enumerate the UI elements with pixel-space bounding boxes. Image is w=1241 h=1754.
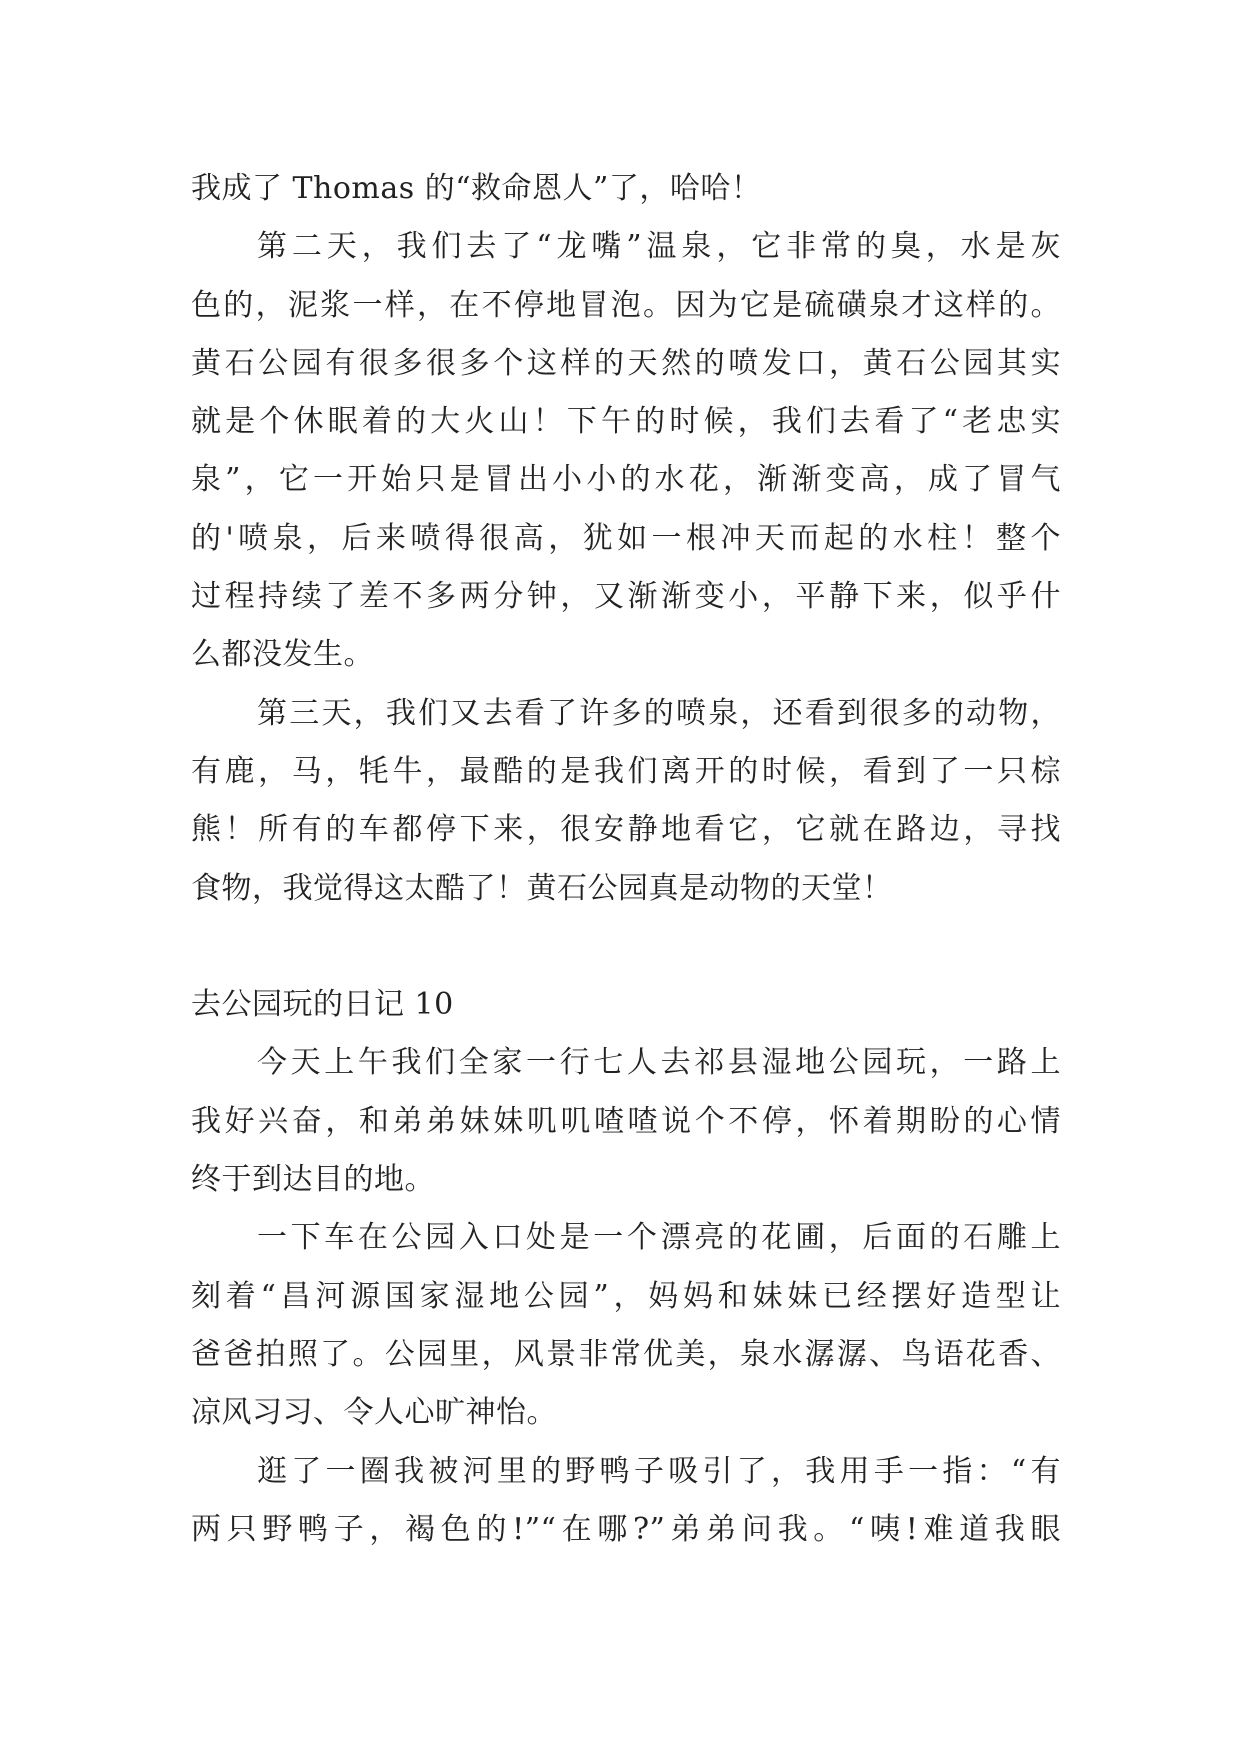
text-line: 熊！所有的车都停下来，很安静地看它，它就在路边，寻找 bbox=[191, 812, 1061, 848]
text-line: 么都没发生。 bbox=[191, 637, 374, 673]
text-line: 我好兴奋，和弟弟妹妹叽叽喳喳说个不停，怀着期盼的心情 bbox=[191, 1103, 1061, 1139]
text-line: 我成了 Thomas 的“救命恩人”了，哈哈！ bbox=[191, 171, 762, 206]
document-body bbox=[191, 160, 1061, 1559]
text-line: 泉”，它一开始只是冒出小小的水花，渐渐变高，成了冒气 bbox=[191, 462, 1061, 498]
text-line: 刻着“昌河源国家湿地公园”，妈妈和妹妹已经摆好造型让 bbox=[191, 1278, 1061, 1314]
paragraph-gap bbox=[191, 918, 1061, 976]
text-line: 黄石公园有很多很多个这样的天然的喷发口，黄石公园其实 bbox=[191, 345, 1061, 381]
text-line: 有鹿，马，牦牛，最酷的是我们离开的时候，看到了一只棕 bbox=[191, 753, 1061, 789]
text-line: 两只野鸭子，褐色的!”“在哪?”弟弟问我。“咦!难道我眼 bbox=[191, 1511, 1061, 1547]
text-line: 食物，我觉得这太酷了！黄石公园真是动物的天堂！ bbox=[191, 870, 893, 906]
paragraph-first-line: 逛了一圈我被河里的野鸭子吸引了，我用手一指：“有 bbox=[257, 1453, 1061, 1489]
text-line: 色的，泥浆一样，在不停地冒泡。因为它是硫磺泉才这样的。 bbox=[191, 287, 1061, 323]
text-line: 去公园玩的日记 10 bbox=[191, 987, 454, 1023]
paragraph-first-line: 今天上午我们全家一行七人去祁县湿地公园玩，一路上 bbox=[257, 1045, 1061, 1081]
text-line: 就是个休眠着的大火山！下午的时候，我们去看了“老忠实 bbox=[191, 404, 1061, 440]
text-line: 的'喷泉，后来喷得很高，犹如一根冲天而起的水柱！整个 bbox=[191, 520, 1061, 556]
text-line: 过程持续了差不多两分钟，又渐渐变小，平静下来，似乎什 bbox=[191, 579, 1061, 615]
paragraph-first-line: 一下车在公园入口处是一个漂亮的花圃，后面的石雕上 bbox=[257, 1220, 1061, 1256]
paragraph-first-line: 第二天，我们去了“龙嘴”温泉，它非常的臭，水是灰 bbox=[257, 229, 1061, 265]
text-line: 爸爸拍照了。公园里，风景非常优美，泉水潺潺、鸟语花香、 bbox=[191, 1336, 1061, 1372]
text-line: 凉风习习、令人心旷神怡。 bbox=[191, 1395, 557, 1431]
paragraph-first-line: 第三天，我们又去看了许多的喷泉，还看到很多的动物， bbox=[257, 695, 1061, 731]
text-line: 终于到达目的地。 bbox=[191, 1162, 435, 1198]
